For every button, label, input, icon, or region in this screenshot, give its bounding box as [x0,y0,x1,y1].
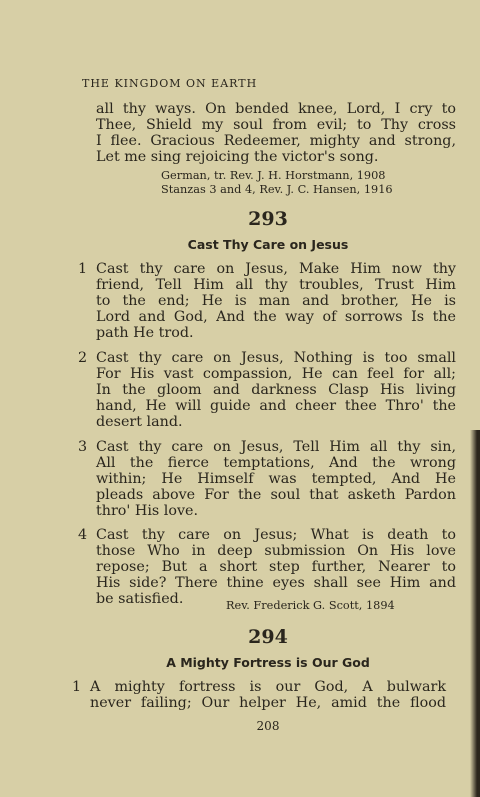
text-line: Cast thy care on Jesus, Nothing is too small [96,350,456,366]
author-credit: Stanzas 3 and 4, Rev. J. C. Hansen, 1916 [161,183,393,196]
text-line: those Who in deep submission On His love [96,543,456,559]
previous-hymn-text [96,101,456,165]
text-line: path He trod. [96,325,194,341]
stanza [96,261,456,341]
stanza [96,439,456,519]
text-line: friend, Tell Him all thy troubles, Trust Him [96,277,456,293]
page-edge-shadow [470,430,480,797]
stanza-number: 1 [78,261,88,277]
text-line: within; He Himself was tempted, And He [96,471,456,487]
stanza-number: 2 [78,350,88,366]
text-line: hand, He will guide and cheer thee Thro' the [96,398,456,414]
text-line: All the fierce temptations, And the wrong [96,455,456,471]
text-line: pleads above For the soul that asketh Pardon [96,487,456,503]
stanza [96,350,456,430]
stanza-number: 4 [78,527,88,543]
hymn-number: 293 [248,208,288,230]
text-line: all thy ways. On bended knee, Lord, I cry to [96,101,456,117]
text-line: Cast thy care on Jesus, Make Him now thy [96,261,456,277]
running-head: THE KINGDOM ON EARTH [82,77,258,90]
text-line: be satisfied. [96,591,184,607]
text-line: Thee, Shield my soul from evil; to Thy cross [96,117,456,133]
text-line: I flee. Gracious Redeemer, mighty and strong, [96,133,456,149]
text-line: never failing; Our helper He, amid the flood [90,695,446,711]
text-line: For His vast compassion, He can feel for all; [96,366,456,382]
hymn-number: 294 [248,626,288,648]
text-line: Cast thy care on Jesus; What is death to [96,527,456,543]
stanza [96,527,456,607]
text-line: Lord and God, And the way of sorrows Is the [96,309,456,325]
stanza [90,679,446,711]
page-number: 208 [256,719,280,733]
hymn-title: Cast Thy Care on Jesus [187,237,349,252]
text-line: In the gloom and darkness Clasp His living [96,382,456,398]
text-line: Let me sing rejoicing the victor's song. [96,149,379,165]
author-credit: Rev. Frederick G. Scott, 1894 [226,599,395,612]
hymn-title: A Mighty Fortress is Our God [166,655,370,670]
text-line: to the end; He is man and brother, He is [96,293,456,309]
text-line: His side? There thine eyes shall see Him and [96,575,456,591]
text-line: thro' His love. [96,503,199,519]
text-line: repose; But a short step further, Nearer to [96,559,456,575]
text-line: A mighty fortress is our God, A bulwark [90,679,446,695]
stanza-number: 3 [78,439,88,455]
text-line: desert land. [96,414,183,430]
author-credit: German, tr. Rev. J. H. Horstmann, 1908 [161,169,386,182]
stanza-number: 1 [72,679,82,695]
text-line: Cast thy care on Jesus, Tell Him all thy sin, [96,439,456,455]
